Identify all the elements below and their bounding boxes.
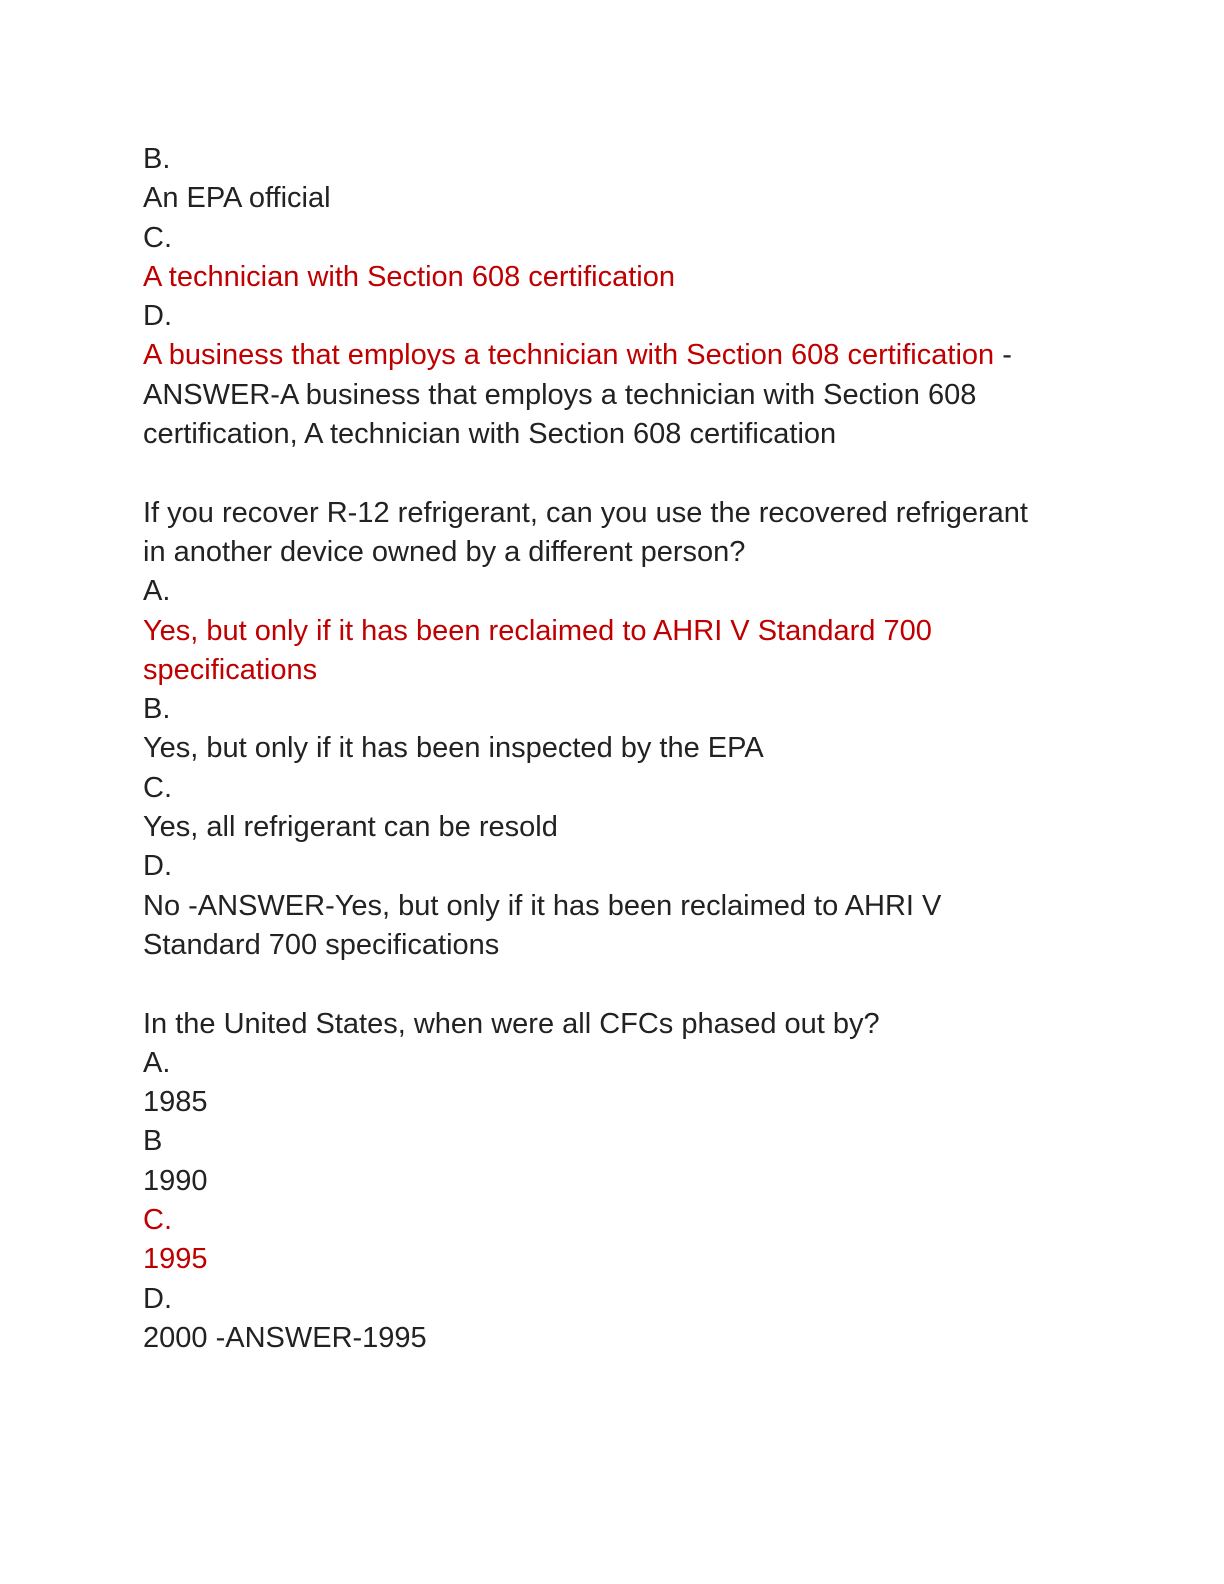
option-c-label-correct: C. bbox=[143, 1204, 172, 1237]
option-b-label: B bbox=[143, 1125, 163, 1158]
question-text: in another device owned by a different person? bbox=[143, 535, 746, 568]
option-d-answer-text: No -ANSWER-Yes, but only if it has been reclaimed to AHRI V bbox=[143, 889, 942, 922]
option-c-text-correct: A technician with Section 608 certification bbox=[143, 260, 675, 293]
option-a-text: 1985 bbox=[143, 1086, 208, 1119]
option-d-line bbox=[143, 336, 1083, 375]
option-d-answer-text: Standard 700 specifications bbox=[143, 928, 500, 961]
option-b-text: 1990 bbox=[143, 1164, 208, 1197]
option-d-text-correct: A business that employs a technician with Section 608 certification bbox=[143, 339, 995, 372]
question-block-1 bbox=[143, 140, 1083, 454]
option-c-text-correct: 1995 bbox=[143, 1243, 208, 1276]
question-text: If you recover R-12 refrigerant, can you use the recovered refrigerant bbox=[143, 496, 1028, 529]
option-b-text: Yes, but only if it has been inspected by the EPA bbox=[143, 732, 764, 765]
option-a-label: A. bbox=[143, 575, 171, 608]
question-block-2 bbox=[143, 494, 1083, 966]
option-d-label: D. bbox=[143, 1282, 172, 1315]
question-text: In the United States, when were all CFCs phased out by? bbox=[143, 1007, 880, 1040]
option-d-label: D. bbox=[143, 300, 172, 333]
option-c-label: C. bbox=[143, 221, 172, 254]
option-a-text-correct: specifications bbox=[143, 653, 318, 686]
option-d-answer-text: 2000 -ANSWER-1995 bbox=[143, 1321, 427, 1354]
option-c-label: C. bbox=[143, 771, 172, 804]
question-block-3 bbox=[143, 1005, 1083, 1359]
option-b-text: An EPA official bbox=[143, 182, 331, 215]
spacer bbox=[143, 454, 1083, 493]
option-d-dash: - bbox=[994, 339, 1012, 372]
option-a-label: A. bbox=[143, 1046, 171, 1079]
answer-line: certification, A technician with Section 608 certification bbox=[143, 418, 837, 451]
option-d-label: D. bbox=[143, 850, 172, 883]
option-b-label: B. bbox=[143, 693, 171, 726]
document-page bbox=[143, 140, 1083, 1358]
answer-line: ANSWER-A business that employs a technician with Section 608 bbox=[143, 378, 977, 411]
spacer bbox=[143, 965, 1083, 1004]
option-a-text-correct: Yes, but only if it has been reclaimed to AHRI V Standard 700 bbox=[143, 614, 932, 647]
option-b-label: B. bbox=[143, 143, 171, 175]
option-c-text: Yes, all refrigerant can be resold bbox=[143, 811, 558, 844]
